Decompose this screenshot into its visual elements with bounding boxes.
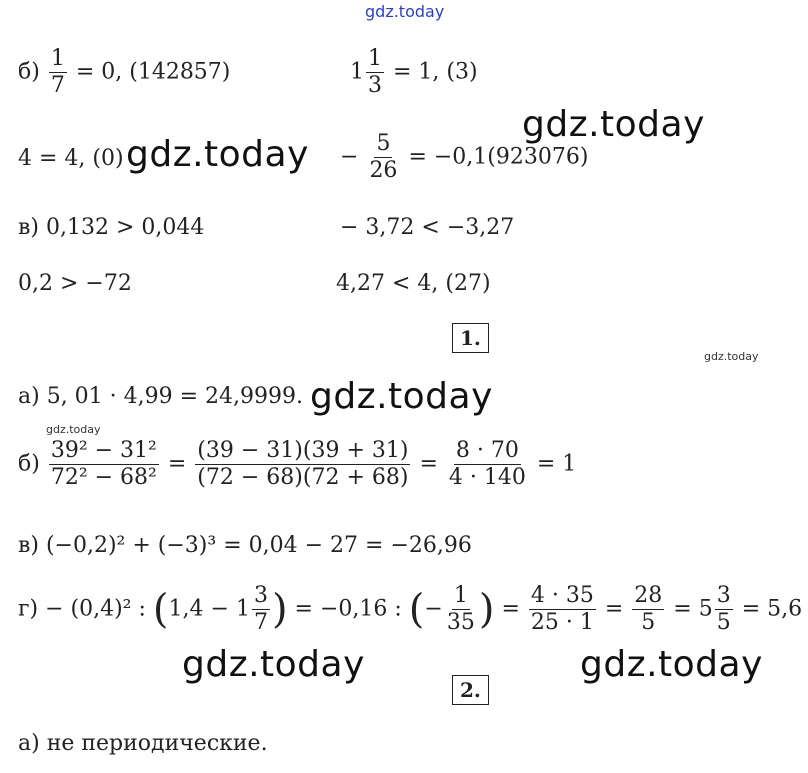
- watermark-small: gdz.today: [46, 423, 101, 436]
- expr-v4: 4,27 < 4, (27): [336, 271, 491, 296]
- fraction-1-35: $\frac{1}{35}$: [446, 583, 475, 635]
- watermark-small: gdz.today: [704, 350, 759, 363]
- task-number-1: 1.: [452, 326, 489, 350]
- row-b1: [18, 48, 230, 97]
- whole-part: 1: [350, 59, 364, 85]
- row-2b: б) $\frac{\text{39² − 31²}}{\text{72² − 68²}}$ = $\frac{(39 - 31)(39 + 31)}{(72 - 68)(72 + 68)}$ = $\frac{8 \cdot 70}{4 \cdot 140}$ = 1: [18, 438, 577, 490]
- result-2b: = 1: [536, 451, 577, 477]
- task-number-2: 2.: [452, 678, 489, 702]
- watermark-big: gdz.today: [580, 644, 763, 685]
- expr-b3: 4 = 4, (0): [18, 146, 124, 171]
- row-v1: [18, 217, 204, 239]
- watermark-top: gdz.today: [365, 2, 445, 21]
- fraction-140-25: $\frac{4 \cdot 35}{25 \cdot 1}$: [530, 583, 594, 635]
- label-b: б): [18, 451, 40, 477]
- minus-sign: −: [340, 144, 359, 170]
- row-b4: [340, 133, 588, 182]
- fraction-simplified: $\frac{8 \cdot 70}{4 \cdot 140}$: [448, 438, 526, 490]
- expr-b2: = 1, (3): [393, 59, 478, 85]
- expr-2v: в) (−0,2)² + (−3)³ = 0,04 − 27 = −26,96: [18, 533, 472, 558]
- fraction-squares: $\frac{\text{39² − 31²}}{\text{72² − 68²}}$: [50, 438, 157, 490]
- fraction-3-5: $\frac{3}{5}$: [716, 583, 731, 635]
- expr-mid: = −0,16 :: [294, 596, 402, 622]
- watermark-big: gdz.today: [126, 134, 309, 175]
- expr-2a: а) 5, 01 · 4,99 = 24,9999.: [18, 384, 304, 409]
- fraction-1-7: $\frac{1}{7}$: [50, 46, 65, 98]
- expr-v3: 0,2 > −72: [18, 271, 132, 296]
- watermark-big: gdz.today: [522, 104, 705, 145]
- expr-v1: 0,132 > 0,044: [45, 215, 205, 240]
- watermark-big: gdz.today: [182, 644, 365, 685]
- result-2g: = 5,6: [741, 596, 803, 622]
- row-2g: г) − (0,4)² : (1,4 − 1 $\frac{3}{7}$ ) = −0,16 : (− $\frac{1}{35}$ ) = $\frac{4 \cdot 35}{25 \cdot 1}$ = $\frac{28}{5}$ = 5 $\frac{3}{5}$ = 5,6: [18, 583, 803, 635]
- expr-v2: − 3,72 < −3,27: [340, 215, 515, 240]
- label-g: г) − (0,4)² :: [18, 596, 146, 622]
- fraction-3-7: $\frac{3}{7}$: [253, 583, 268, 635]
- expr-3a: а) не периодические.: [18, 731, 268, 756]
- row-b2: [350, 48, 478, 97]
- expr-b1: = 0, (142857): [75, 59, 231, 85]
- expr-b4: = −0,1(923076): [408, 144, 589, 170]
- fraction-factored: $\frac{(39 - 31)(39 + 31)}{(72 - 68)(72 + 68)}$: [197, 438, 409, 490]
- watermark-big: gdz.today: [310, 376, 493, 417]
- fraction-28-5: $\frac{28}{5}$: [634, 583, 663, 635]
- fraction-1-3: $\frac{1}{3}$: [368, 46, 382, 98]
- label-v: в): [18, 215, 39, 240]
- label-b: б): [18, 59, 40, 85]
- expr-inner-1: 1,4 − 1: [168, 596, 250, 622]
- fraction-5-26: $\frac{5}{26}$: [369, 131, 398, 183]
